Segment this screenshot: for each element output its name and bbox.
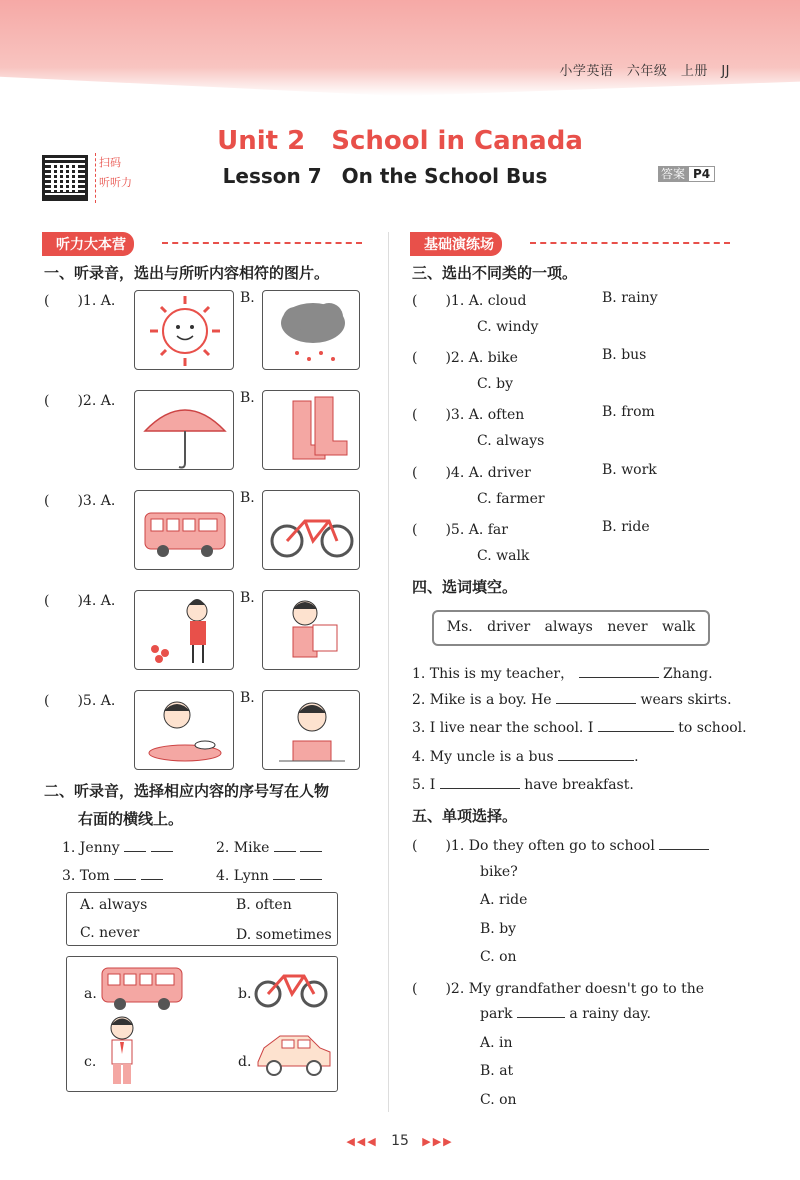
s4-q1 [412,663,713,683]
unit-title: Unit 2 School in Canada [217,126,583,156]
next-arrows-icon: ▶▶▶ [422,1135,454,1148]
prev-arrows-icon: ◀◀◀ [346,1135,378,1148]
s4-q5-post: have breakfast. [524,777,634,793]
umbrella-picture [134,390,234,470]
girl-watering-icon [135,591,235,671]
s3-q2-b: B. bus [602,347,647,363]
person-tom-label: 3. Tom [62,868,110,884]
boy-standing-icon [100,1014,144,1088]
s4-q3 [412,720,747,736]
right-banner-label: 基础演练场 [410,232,502,256]
s3-q4: ( )4. A. driver [412,465,531,481]
answer-page: P4 [688,166,715,182]
s5-q1 [412,835,709,855]
s1-q5-b: B. [240,690,255,706]
bus-icon [100,962,184,1012]
right-banner [410,232,732,254]
s5-q2-line2 [480,1006,651,1022]
answer-blank[interactable] [274,851,296,852]
fill-blank[interactable] [556,703,636,704]
s4-q1-post: Zhang. [663,666,713,682]
rain-boots-picture [262,390,360,470]
s4-q2 [412,692,732,708]
bus-icon [135,491,235,571]
s4-q5 [412,777,634,793]
s1-q2-b: B. [240,390,255,406]
header-band [0,0,800,96]
bike-picture [262,490,360,570]
answer-label: 答案 [658,166,688,182]
page-number [0,1133,800,1149]
s3-q5-c: C. walk [477,548,530,564]
fill-blank[interactable] [579,677,659,678]
answer-blank[interactable] [300,851,322,852]
qr-code-icon[interactable] [42,155,88,201]
s1-q1-b: B. [240,290,255,306]
s3-q5-b: B. ride [602,519,650,535]
s5-q2-stem2b: a rainy day. [569,1006,651,1022]
s4-q1-pre: 1. This is my teacher， [412,666,575,682]
s1-q5-number: ( )5. A. [44,693,116,709]
boy-eating-icon [135,691,235,771]
boy-writing-icon [263,691,361,771]
section4-heading: 四、选词填空。 [412,578,518,596]
s5-q2-opt-c: C. on [480,1092,517,1108]
fill-blank[interactable] [558,760,634,761]
answer-blank[interactable] [151,851,173,852]
bus-picture [134,490,234,570]
scan-label-line2: 听听力 [99,176,132,189]
answer-blank[interactable] [141,879,163,880]
boots-icon [263,391,361,471]
girl-watering-flowers-picture [134,590,234,670]
section3-heading: 三、选出不同类的一项。 [412,264,578,282]
s4-q5-pre: 5. I [412,777,436,793]
s3-q1-b: B. rainy [602,290,658,306]
page-number-value: 15 [391,1133,409,1149]
boy-reading-icon [263,591,361,671]
s5-q2-stem: ( )2. My grandfather doesn't go to the [412,981,705,997]
car-icon [254,1026,334,1078]
s1-q4-number: ( )4. A. [44,593,116,609]
person-lynn-label: 4. Lynn [216,868,269,884]
s3-q2: ( )2. A. bike [412,350,518,366]
s3-q5: ( )5. A. far [412,522,508,538]
s5-q1-opt-c: C. on [480,949,517,965]
word-bank: Ms. driver always never walk [432,610,710,646]
person-mike [216,840,322,856]
answer-blank[interactable] [273,879,295,880]
left-banner [42,232,364,254]
s1-q3-b: B. [240,490,255,506]
pic-b-label: b. [238,986,252,1002]
s3-q3-c: C. always [477,433,545,449]
boy-writing-picture [262,690,360,770]
s1-q1-number: ( )1. A. [44,293,116,309]
section5-heading: 五、单项选择。 [412,807,518,825]
section2-heading-1: 二、听录音，选择相应内容的序号写在人物 [44,782,330,800]
pic-a-label: a. [84,986,97,1002]
s5-q2-opt-a: A. in [480,1035,513,1051]
s1-q4-b: B. [240,590,255,606]
s3-q4-c: C. farmer [477,491,545,507]
person-jenny [62,840,173,856]
answer-blank[interactable] [300,879,322,880]
s3-q3-b: B. from [602,404,655,420]
s4-q2-pre: 2. Mike is a boy. He [412,692,552,708]
fill-blank[interactable] [598,731,674,732]
s1-q2-number: ( )2. A. [44,393,116,409]
rain-cloud-icon [263,291,361,371]
s4-q4-post: . [634,749,639,765]
s4-q3-post: to school. [678,720,747,736]
answer-blank[interactable] [124,851,146,852]
boy-eating-picture [134,690,234,770]
option-d: D. sometimes [236,927,332,943]
left-banner-label: 听力大本营 [42,232,134,256]
answer-ref [658,165,715,182]
sun-icon [135,291,235,371]
bike-icon [263,491,361,571]
series-label: 小学英语 六年级 上册 JJ [559,64,730,79]
s5-q1-stem2: bike? [480,864,518,880]
s5-q2-stem2a: park [480,1006,513,1022]
s4-q2-post: wears skirts. [640,692,732,708]
s4-q3-pre: 3. I live near the school. I [412,720,594,736]
s4-q4-pre: 4. My uncle is a bus [412,749,554,765]
section2-heading-2: 右面的横线上。 [78,810,184,828]
lesson-title: Lesson 7 On the School Bus [222,164,548,188]
fill-blank[interactable] [659,849,709,850]
banner-dash [162,242,362,244]
s5-q1-opt-a: A. ride [480,892,528,908]
s1-q3-number: ( )3. A. [44,493,116,509]
s3-q1: ( )1. A. cloud [412,293,527,309]
s5-q1-stem: ( )1. Do they often go to school [412,838,655,854]
umbrella-icon [135,391,235,471]
person-jenny-label: 1. Jenny [62,840,120,856]
bike-icon [252,960,332,1010]
option-a: A. always [80,897,148,913]
s3-q3: ( )3. A. often [412,407,525,423]
person-lynn [216,868,322,884]
pic-c-label: c. [84,1054,97,1070]
sun-picture [134,290,234,370]
person-mike-label: 2. Mike [216,840,270,856]
scan-label-line1: 扫码 [99,156,121,169]
boy-reading-picture [262,590,360,670]
answer-blank[interactable] [114,879,136,880]
option-c: C. never [80,925,140,941]
banner-dash [530,242,730,244]
s4-q4 [412,749,639,765]
s3-q4-b: B. work [602,462,657,478]
s5-q1-opt-b: B. by [480,921,517,937]
section1-heading: 一、听录音，选出与所听内容相符的图片。 [44,264,330,282]
option-b: B. often [236,897,292,913]
fill-blank[interactable] [517,1017,565,1018]
scan-label [95,153,140,203]
person-tom [62,868,163,884]
s3-q2-c: C. by [477,376,513,392]
fill-blank[interactable] [440,788,520,789]
column-divider [388,232,389,1112]
rain-cloud-picture [262,290,360,370]
pic-d-label: d. [238,1054,252,1070]
s3-q1-c: C. windy [477,319,539,335]
s5-q2-opt-b: B. at [480,1063,514,1079]
